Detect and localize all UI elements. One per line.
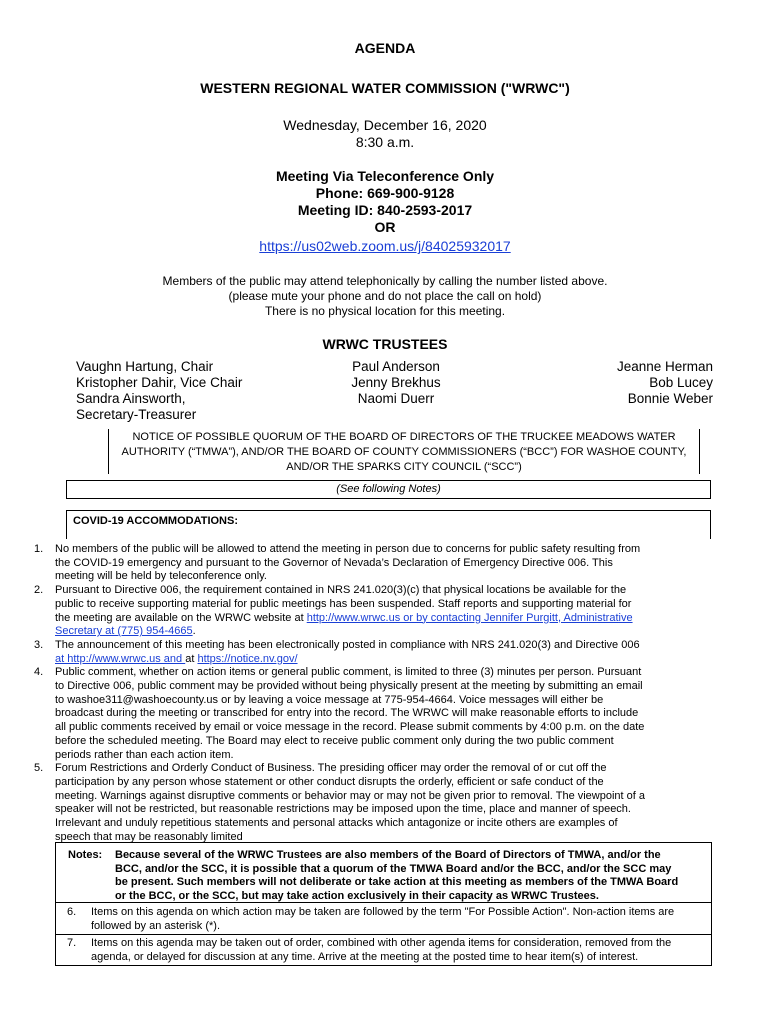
or-separator: OR [374,219,396,235]
covid-section-header [66,510,711,539]
notes-line: Because several of the WRWC Trustees are also members of the Board of Directors of TMWA, and/or the [115,849,661,861]
trustee-name: Naomi Duerr [357,391,435,406]
item-line: meeting will be held by teleconference only. [55,570,267,583]
commission-title: WESTERN REGIONAL WATER COMMISSION ("WRWC") [200,80,570,96]
trustees-right-column [617,359,713,407]
trustee-name: Vaughn Hartung, Chair [76,359,214,374]
item-line [55,653,703,667]
item-number: 2. [34,584,44,597]
item-line: to washoe311@washoecounty.us or by leaving a voice message at 775-954-4664. Voice messages will either be [55,693,604,706]
item-line: No members of the public will be allowed to attend the meeting in person due to concerns for public safety resulting from [55,543,641,555]
item-number: 4. [34,666,44,679]
trustee-name: Jenny Brekhus [351,375,441,390]
notes-line: or the BCC, or the SCC, but may take action exclusively in their capacity as WRWC Trustees. [115,890,599,903]
trustee-name: Jeanne Herman [616,359,713,374]
quorum-notice-line: NOTICE OF POSSIBLE QUORUM OF THE BOARD OF DIRECTORS OF THE TRUCKEE MEADOWS WATER [132,431,676,443]
members-notice [0,274,770,319]
quorum-notice [108,429,700,474]
item-number: 3. [34,638,44,651]
meeting-datetime [0,117,770,151]
teleconference-info [0,168,770,236]
item-line: meeting. Warnings against disruptive comments or behavior may or may not be given prior to removal. The viewpoint of a [55,789,645,802]
meeting-date: Wednesday, December 16, 2020 [283,117,487,133]
notice-nv-link[interactable]: https://notice.nv.gov/ [197,652,298,665]
item-line: speaker will not be restricted, but reasonable restrictions may be imposed upon the time, place and manner of speech. [55,803,631,816]
item-line: speech that may be reasonably limited [55,830,243,843]
wrwc-website-link[interactable]: http://www.wrwc.us or by contacting Jennifer Purgitt, Administrative [306,611,633,624]
agenda-heading: AGENDA [354,40,416,56]
zoom-link[interactable]: https://us02web.zoom.us/j/84025932017 [259,238,511,254]
notes-section [55,842,712,966]
covid-title: COVID-19 ACCOMMODATIONS: [73,515,238,527]
item-line: Irrelevant and unduly repetitious statements and personal attacks which antagonize or incite others are examples of [55,817,618,830]
item-text: the meeting are available on the WRWC website at [55,611,307,624]
item-line: the COVID-19 emergency and pursuant to the Governor of Nevada’s Declaration of Emergency Directive 006. This [55,556,613,569]
note-line: Items on this agenda may be taken out of order, combined with other agenda items for consideration, removed from the [91,937,672,949]
covid-item-2 [34,584,703,639]
item-line: Public comment, whether on action items or general public comment, is limited to three (3) minutes per person. Pursuant [55,666,642,679]
covid-item-1 [34,543,703,584]
trustee-name: Bob Lucey [649,375,713,390]
item-line [55,625,703,639]
note-line: agenda, or delayed for discussion at any time. Arrive at the meeting at the posted time to hear item(s) of interest. [91,950,639,963]
item-line: public to receive supporting material for public meetings has been suspended. Staff reports and supporting material for [55,597,632,610]
item-number: 1. [34,543,44,555]
item-number: 5. [34,762,44,775]
item-line: all public comments received by email or voice message in the record. Please submit comments by 4:00 p.m. on the date [55,721,645,734]
covid-item-4 [34,666,703,762]
trustee-name: Bonnie Weber [627,391,713,406]
notes-quorum-text [115,849,703,904]
zoom-link-row [0,238,770,254]
item-line: broadcast during the meeting or transcribed for entry into the record. The WRWC will make reasonable efforts to include [55,707,639,720]
trustees-middle-column [296,359,496,407]
item-line: to Directive 006, public comment may be provided without being physically present at the meeting by submitting an email [55,680,643,693]
trustee-name: Kristopher Dahir, Vice Chair [76,375,243,390]
notes-divider [56,934,711,935]
item-line: Forum Restrictions and Orderly Conduct of Business. The presiding officer may order the removal of or cut off the [55,762,607,775]
covid-list [34,543,703,844]
note-item-7 [67,937,701,964]
quorum-notice-line: AND/OR THE SPARKS CITY COUNCIL (“SCC”) [286,461,522,473]
trustee-name: Sandra Ainsworth, [76,391,186,406]
trustee-name: Paul Anderson [352,359,440,374]
item-text: . [192,625,196,638]
notes-label: Notes: [68,849,103,861]
item-number: 6. [67,906,77,918]
trustee-name: Secretary-Treasurer [76,407,197,422]
see-notes-box: (See following Notes) [66,480,711,499]
quorum-notice-line: AUTHORITY (“TMWA”), AND/OR THE BOARD OF COUNTY COMMISSIONERS (“BCC”) FOR WASHOE COUNTY, [121,446,687,458]
item-text: at [185,652,198,665]
meeting-time: 8:30 a.m. [355,134,415,150]
members-notice-line: Members of the public may attend telephonically by calling the number listed above. [162,274,608,288]
item-line [55,612,703,626]
item-line: participation by any person whose statement or other conduct disrupts the orderly, efficient or safe conduct of the [55,775,604,788]
members-notice-line: (please mute your phone and do not place the call on hold) [228,289,542,303]
notes-divider [56,902,711,903]
item-number: 7. [67,937,77,949]
item-line: The announcement of this meeting has been electronically posted in compliance with NRS 241.020(3) and Directive 006 [55,638,640,651]
note-line: Items on this agenda on which action may be taken are followed by the term "For Possible Action". Non-action items are [91,906,675,918]
secretary-contact-link[interactable]: Secretary at (775) 954-4665 [55,625,193,638]
item-line: periods rather than each action item. [55,748,234,761]
members-notice-line: There is no physical location for this meeting. [264,304,506,318]
meeting-id: Meeting ID: 840-2593-2017 [297,202,473,218]
wrwc-link[interactable]: at http://www.wrwc.us and [55,652,186,665]
trustees-left-column [76,359,242,423]
meeting-mode: Meeting Via Teleconference Only [275,168,495,184]
notes-line: be present. Such members will not deliberate or take action at this meeting as members of the TMWA Board [115,876,679,889]
notes-line: BCC, and/or the SCC, it is possible that a quorum of the TMWA Board and/or the BCC, and/or the SCC may [115,862,672,875]
meeting-phone: Phone: 669-900-9128 [315,185,455,201]
note-item-6 [67,906,701,933]
item-line: Pursuant to Directive 006, the requirement contained in NRS 241.020(3)(c) that physical locations be available for the [55,584,627,597]
covid-item-3 [34,638,703,666]
trustees-title: WRWC TRUSTEES [322,336,448,352]
covid-item-5 [34,762,703,844]
item-line: before the scheduled meeting. The Board may elect to receive public comment only during the two public comment [55,734,614,747]
note-line: followed by an asterisk (*). [91,919,220,932]
